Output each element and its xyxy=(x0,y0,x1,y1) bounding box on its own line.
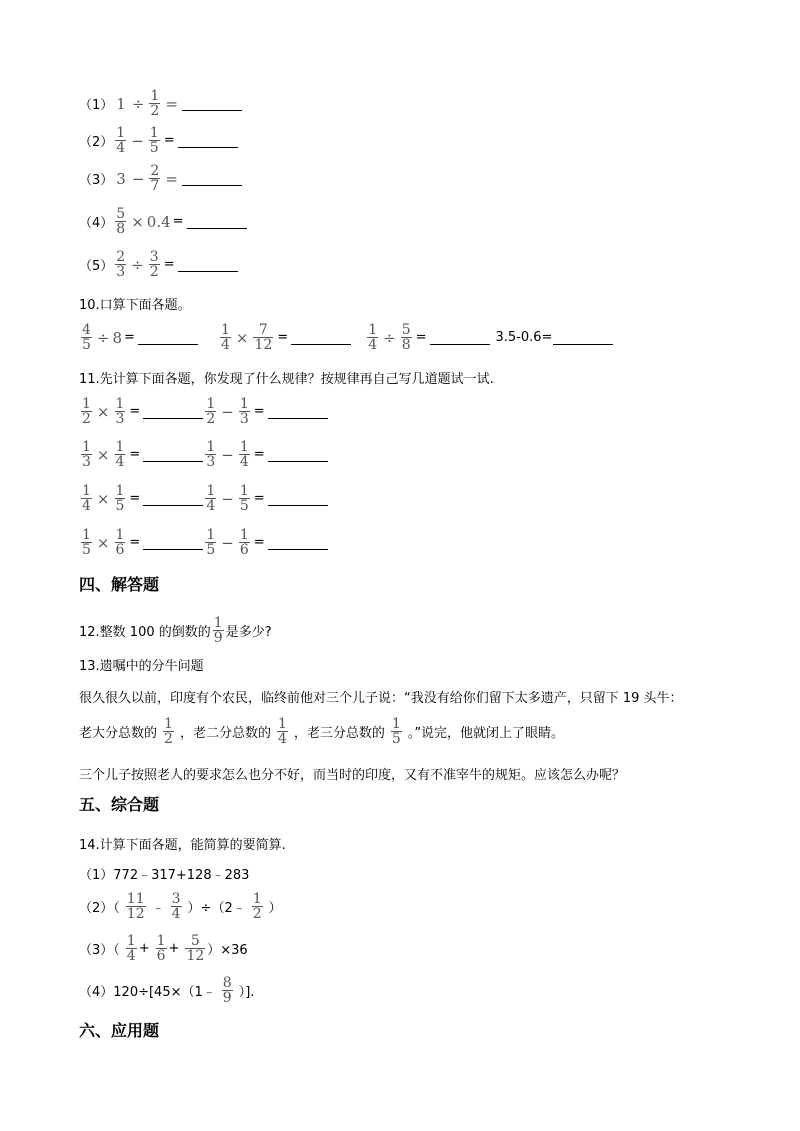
answer-blank[interactable] xyxy=(143,491,203,506)
answer-blank[interactable] xyxy=(268,447,328,462)
plus-sign: + xyxy=(138,941,150,956)
fraction: $\frac{1}{2}$ xyxy=(150,88,160,119)
text-segment: ，老二分总数的 xyxy=(179,726,271,741)
text-segment: （3）（ xyxy=(79,943,120,958)
answer-blank[interactable] xyxy=(182,171,242,186)
text-segment: ） xyxy=(268,901,282,916)
question-13-line-3: 三个儿子按照老人的要求怎么也分不好，而当时的印度，又有不准宰牛的规矩。应该怎么办呢？ xyxy=(79,768,626,783)
fraction: $\frac{1}{2}$ xyxy=(82,396,91,427)
fraction: $\frac{1}{4}$ xyxy=(277,716,287,747)
times-sign: × xyxy=(96,402,110,421)
equals-sign: = xyxy=(253,447,265,462)
q11-row xyxy=(79,440,328,469)
equals-sign: = xyxy=(172,214,184,229)
answer-blank[interactable] xyxy=(143,404,203,419)
fraction: $\frac{1}{4}$ xyxy=(126,933,136,964)
part-label: （3） xyxy=(79,173,114,188)
equals-sign: = xyxy=(124,330,135,345)
times-sign: × xyxy=(235,328,249,347)
q9-part-3 xyxy=(79,164,242,193)
question-text: 是多少? xyxy=(225,625,272,640)
part-label: （1） xyxy=(79,98,114,113)
fraction: $\frac{1}{4}$ xyxy=(206,483,216,514)
equals-sign: = xyxy=(253,404,265,419)
operand: 8 xyxy=(112,328,123,347)
divide-sign: ÷ xyxy=(383,328,396,347)
operand: 3 xyxy=(116,169,126,188)
q9-part-1 xyxy=(79,89,242,118)
fraction: $\frac{1}{3}$ xyxy=(82,439,91,470)
fraction: $\frac{1}{5}$ xyxy=(391,716,401,747)
operand: 0.4 xyxy=(146,212,171,231)
q11-row xyxy=(79,397,328,426)
fraction: $\frac{1}{5}$ xyxy=(115,483,125,514)
question-14-title: 14.计算下面各题，能简算的要简算. xyxy=(79,838,286,853)
fraction: $\frac{1}{5}$ xyxy=(82,527,91,558)
expression-text: 3.5-0.6= xyxy=(495,330,553,345)
q10-expressions xyxy=(79,323,613,352)
question-10-title: 10.口算下面各题。 xyxy=(79,298,191,313)
fraction: $\frac{1}{2}$ xyxy=(252,891,262,922)
fraction: $\frac{7}{12}$ xyxy=(254,322,273,353)
q9-part-2 xyxy=(79,126,238,155)
answer-blank[interactable] xyxy=(178,257,238,272)
text-segment: 。”说完，他就闭上了眼睛。 xyxy=(407,726,565,741)
divide-sign: ÷ xyxy=(131,255,144,274)
text-segment: （4）120÷[45×（1﹣ xyxy=(79,985,216,1000)
fraction: $\frac{4}{5}$ xyxy=(82,322,91,353)
fraction: $\frac{1}{6}$ xyxy=(115,527,125,558)
answer-blank[interactable] xyxy=(430,330,490,345)
part-label: （5） xyxy=(79,259,114,274)
fraction: $\frac{5}{8}$ xyxy=(116,206,126,237)
answer-blank[interactable] xyxy=(143,535,203,550)
fraction: $\frac{1}{5}$ xyxy=(206,527,216,558)
equals-sign: = xyxy=(129,404,141,419)
text-segment: （2）（ xyxy=(79,901,120,916)
q14-part-3 xyxy=(79,934,248,963)
question-11-title: 11.先计算下面各题，你发现了什么规律？按规律再自己写几道题试一试. xyxy=(79,372,494,387)
fraction: $\frac{1}{5}$ xyxy=(149,125,159,156)
question-13-line-1: 很久很久以前，印度有个农民，临终前他对三个儿子说：“我没有给你们留下太多遗产，只留下 19 头牛： xyxy=(79,691,683,706)
answer-blank[interactable] xyxy=(138,330,198,345)
q14-part-4 xyxy=(79,976,254,1005)
q11-row xyxy=(79,484,328,513)
answer-blank[interactable] xyxy=(178,133,238,148)
part-label: （2） xyxy=(79,135,114,150)
fraction: $\frac{1}{3}$ xyxy=(206,439,216,470)
fraction: $\frac{1}{4}$ xyxy=(220,322,230,353)
fraction: $\frac{1}{4}$ xyxy=(116,125,126,156)
fraction: $\frac{3}{4}$ xyxy=(171,891,181,922)
q9-part-5 xyxy=(79,250,238,279)
minus-sign: − xyxy=(221,402,234,421)
fraction: $\frac{11}{12}$ xyxy=(126,891,145,922)
text-segment: 老大分总数的 xyxy=(79,726,158,741)
q14-part-2 xyxy=(79,892,282,921)
minus-sign: − xyxy=(131,169,145,188)
minus-sign: ﹣ xyxy=(151,901,165,916)
section-heading-5: 五、综合题 xyxy=(79,795,160,814)
fraction: $\frac{3}{2}$ xyxy=(149,249,159,280)
q9-part-4 xyxy=(79,207,247,236)
fraction: $\frac{1}{4}$ xyxy=(115,439,125,470)
plus-sign: + xyxy=(168,941,180,956)
question-13-title: 13.遗嘱中的分牛问题 xyxy=(79,659,204,674)
minus-sign: − xyxy=(221,445,234,464)
text-segment: ）×36 xyxy=(207,943,248,958)
fraction: $\frac{1}{4}$ xyxy=(368,322,378,353)
times-sign: × xyxy=(131,212,144,231)
fraction: $\frac{5}{8}$ xyxy=(401,322,411,353)
answer-blank[interactable] xyxy=(268,491,328,506)
answer-blank[interactable] xyxy=(553,330,613,345)
fraction: $\frac{1}{3}$ xyxy=(115,396,125,427)
q11-row xyxy=(79,528,328,557)
text-segment: ）]. xyxy=(238,985,255,1000)
fraction: $\frac{1}{5}$ xyxy=(239,483,249,514)
equals-sign: = xyxy=(415,330,427,345)
divide-sign: ÷ xyxy=(131,94,145,113)
divide-sign: ÷ xyxy=(96,328,110,347)
fraction: $\frac{1}{4}$ xyxy=(239,439,249,470)
fraction: $\frac{2}{3}$ xyxy=(116,249,126,280)
minus-sign: − xyxy=(221,489,234,508)
question-13-line-2 xyxy=(79,717,564,746)
fraction: $\frac{1}{9}$ xyxy=(213,615,223,646)
fraction: $\frac{1}{4}$ xyxy=(82,483,91,514)
fraction: $\frac{1}{6}$ xyxy=(156,933,166,964)
text-segment: ）÷（2﹣ xyxy=(187,901,246,916)
answer-blank[interactable] xyxy=(268,535,328,550)
answer-blank[interactable] xyxy=(187,214,247,229)
equals-sign: = xyxy=(253,535,265,550)
times-sign: × xyxy=(96,533,110,552)
minus-sign: − xyxy=(131,131,144,150)
equals-sign: = xyxy=(163,257,175,272)
equals-sign: = xyxy=(129,535,141,550)
q14-part-1: （1）772﹣317+128﹣283 xyxy=(79,868,250,883)
equals-sign: = xyxy=(165,94,178,113)
times-sign: × xyxy=(96,489,110,508)
equals-sign: = xyxy=(129,491,141,506)
answer-blank[interactable] xyxy=(143,447,203,462)
operand: 1 xyxy=(116,94,126,113)
equals-sign: = xyxy=(129,447,141,462)
fraction: $\frac{8}{9}$ xyxy=(222,975,232,1006)
part-label: （4） xyxy=(79,216,114,231)
fraction: $\frac{5}{12}$ xyxy=(186,933,205,964)
question-text: 12.整数 100 的倒数的 xyxy=(79,625,211,640)
equals-sign: = xyxy=(253,491,265,506)
section-heading-4: 四、解答题 xyxy=(79,575,160,594)
times-sign: × xyxy=(96,445,110,464)
question-12 xyxy=(79,616,272,645)
equals-sign: = xyxy=(165,169,178,188)
text-segment: ，老三分总数的 xyxy=(293,726,385,741)
answer-blank[interactable] xyxy=(268,404,328,419)
fraction: $\frac{2}{7}$ xyxy=(150,163,160,194)
answer-blank[interactable] xyxy=(182,96,242,111)
equals-sign: = xyxy=(163,133,175,148)
fraction: $\frac{1}{2}$ xyxy=(164,716,173,747)
fraction: $\frac{1}{6}$ xyxy=(239,527,249,558)
minus-sign: − xyxy=(221,533,234,552)
answer-blank[interactable] xyxy=(291,330,351,345)
section-heading-6: 六、应用题 xyxy=(79,1021,160,1040)
fraction: $\frac{1}{2}$ xyxy=(206,396,216,427)
equals-sign: = xyxy=(277,330,289,345)
fraction: $\frac{1}{3}$ xyxy=(239,396,249,427)
